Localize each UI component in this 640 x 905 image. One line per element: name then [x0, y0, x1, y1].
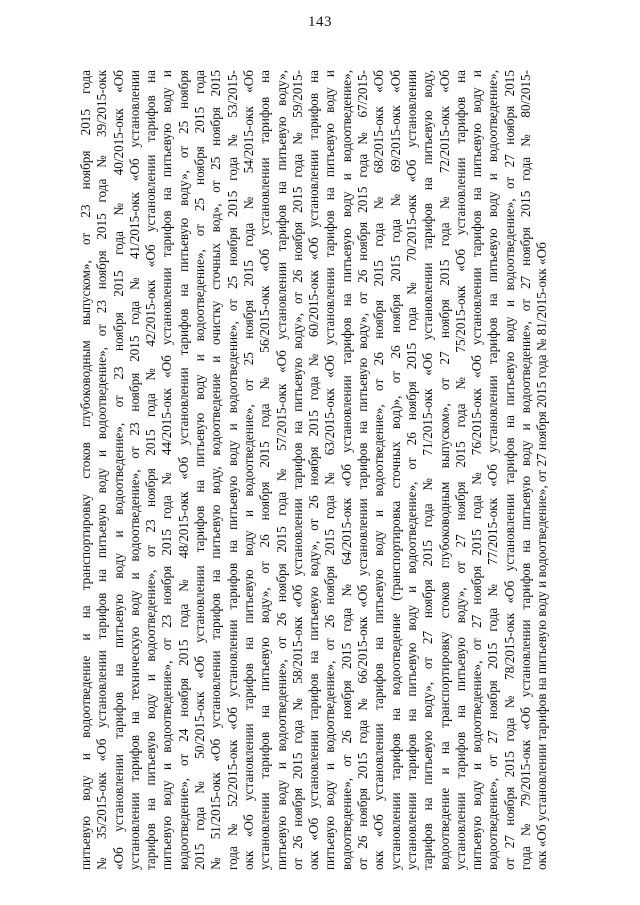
text-line: окк «Об установлении тарифов на питьевую воду», от 26 ноября 2015 года № 60/2015-окк «Об установлении тарифов на: [306, 70, 322, 870]
text-line: года № 52/2015-окк «Об установлении тарифов на питьевую воду и водоотведение», от 25 ноября 2015 года № 53/2015-: [224, 70, 240, 870]
text-line: от 26 ноября 2015 года № 66/2015-окк «Об установлении тарифов на питьевую воду», от 26 ноября 2015 года № 67/2015-: [355, 70, 371, 870]
body-text: [78, 70, 558, 870]
text-line: водоотведение и на транспортировку стоков глубоководным выпуском», от 27 ноября 2015 года № 72/2015-окк «Об: [436, 70, 452, 870]
text-line: № 51/2015-окк «Об установлении тарифов на питьевую воду, водоотведение и очистку сточных вод», от 25 ноября 2015: [208, 70, 224, 870]
page-number: 143: [308, 14, 332, 30]
text-line: окк «Об установлении тарифов на питьевую воду и водоотведение», от 25 ноября 2015 года № 54/2015-окк «Об: [240, 70, 256, 870]
text-line: питьевую воду и водоотведение», от 27 ноября 2015 года № 76/2015-окк «Об установлении тарифов на питьевую воду и: [469, 70, 485, 870]
text-line: питьевую воду и водоотведение», от 26 ноября 2015 года № 57/2015-окк «Об установлении тарифов на питьевую воду»,: [273, 70, 289, 870]
text-line: от 27 ноября 2015 года № 78/2015-окк «Об установлении тарифов на питьевую воду и водоотведение», от 27 ноября 2015: [501, 70, 517, 870]
text-line: тарифов на питьевую воду», от 27 ноября 2015 года № 71/2015-окк «Об установлении тарифов на питьевую воду,: [420, 70, 436, 870]
text-line: установлении тарифов на водоотведение (транспортировка сточных вод)», от 26 ноября 2015 года № 69/2015-окк «Об: [387, 70, 403, 870]
text-line: водоотведение», от 24 ноября 2015 года № 48/2015-окк «Об установлении тарифов на питьевую воду», от 25 ноября: [175, 70, 191, 870]
text-line: окк «Об установлении тарифов на питьевую воду и водоотведение», от 27 ноября 2015 года № 81/2015-окк «Об: [534, 242, 550, 870]
text-line: питьевую воду и водоотведение и на транспортировку стоков глубоководным выпуском», от 23 ноября 2015 года: [78, 70, 93, 870]
text-line: года № 79/2015-окк «Об установлении тарифов на питьевую воду и водоотведение», от 27 ноября 2015 года № 80/2015-: [518, 70, 534, 870]
text-line: № 35/2015-окк «Об установлении тарифов на питьевую воду и водоотведение», от 23 ноября 2015 года № 39/2015-окк: [94, 70, 110, 870]
text-line: «Об установлении тарифов на питьевую воду и водоотведение», от 23 ноября 2015 года № 40/2015-окк «Об: [110, 70, 126, 870]
rotated-text-frame: [78, 70, 558, 870]
text-line: установлении тарифов на техническую воду и водоотведение», от 23 ноября 2015 года № 41/2015-окк «Об установлении: [126, 70, 142, 870]
text-line: 2015 года № 50/2015-окк «Об установлении тарифов на питьевую воду и водоотведение», от 25 ноября 2015 года: [192, 70, 208, 870]
text-line: питьевую воду и водоотведение», от 23 ноября 2015 года № 44/2015-окк «Об установлении тарифов на питьевую воду и: [159, 70, 175, 870]
text-line: установлении тарифов на питьевую воду», от 26 ноября 2015 года № 56/2015-окк «Об установлении тарифов на: [257, 70, 273, 870]
text-line: установлении тарифов на питьевую воду», от 27 ноября 2015 года № 75/2015-окк «Об установлении тарифов на: [452, 70, 468, 870]
text-line: водоотведение», от 26 ноября 2015 года № 64/2015-окк «Об установлении тарифов на питьевую воду и водоотведение»,: [338, 70, 354, 870]
text-line: тарифов на питьевую воду и водоотведение», от 23 ноября 2015 года № 42/2015-окк «Об установлении тарифов на: [143, 70, 159, 870]
text-line: от 26 ноября 2015 года № 58/2015-окк «Об установлении тарифов на питьевую воду», от 26 ноября 2015 года № 59/2015-: [289, 70, 305, 870]
text-line: окк «Об установлении тарифов на питьевую воду и водоотведение», от 26 ноября 2015 года № 68/2015-окк «Об: [371, 70, 387, 870]
text-line: питьевую воду и водоотведение», от 26 ноября 2015 года № 63/2015-окк «Об установлении тарифов на питьевую воду и: [322, 70, 338, 870]
text-line: водоотведение», от 27 ноября 2015 года № 77/2015-окк «Об установлении тарифов на питьевую воду и водоотведение»,: [485, 70, 501, 870]
text-line: установлении тарифов на питьевую воду и водоотведение», от 26 ноября 2015 года № 70/2015-окк «Об установлении: [403, 70, 419, 870]
